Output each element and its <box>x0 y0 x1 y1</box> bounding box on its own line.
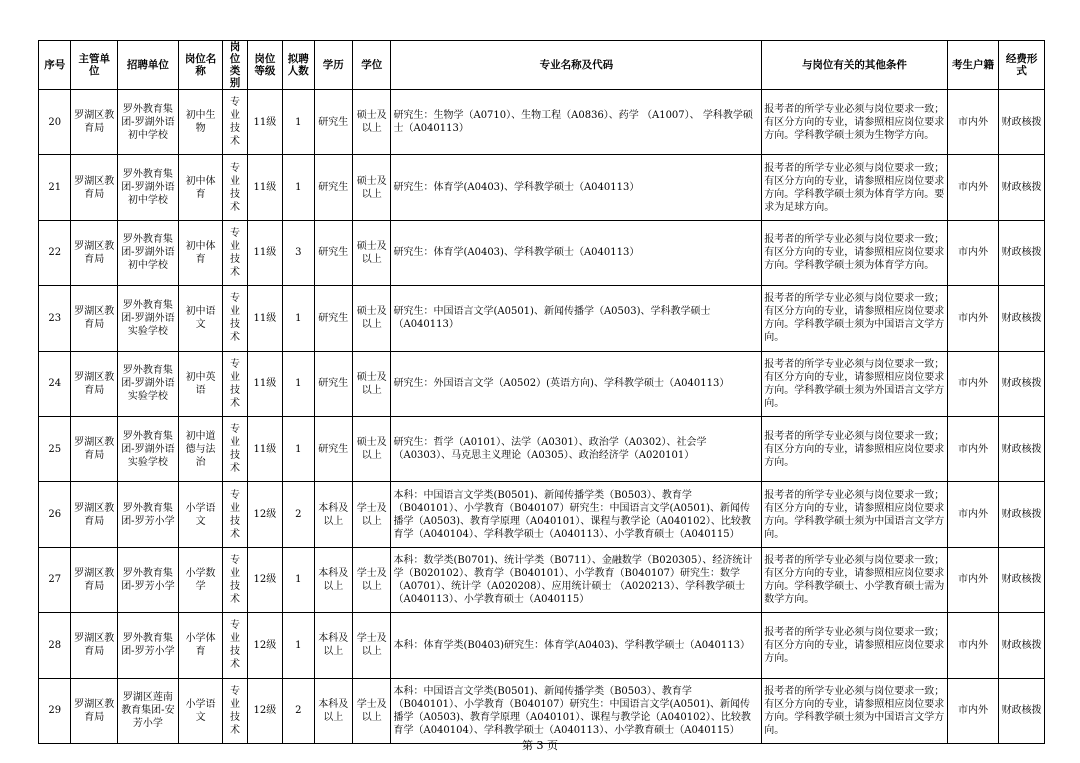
cell-education: 本科及以上 <box>314 678 352 743</box>
cell-major: 研究生：体育学(A0403)、学科教学硕士（A040113） <box>391 155 762 220</box>
cell-position: 小学体育 <box>178 613 223 678</box>
cell-education: 研究生 <box>314 220 352 285</box>
page-number: 第 3 页 <box>522 739 558 752</box>
cell-position: 初中体育 <box>178 220 223 285</box>
cell-category: 专业技术 <box>223 90 247 155</box>
cell-category: 专业技术 <box>223 547 247 612</box>
cell-grade: 12级 <box>247 613 282 678</box>
cell-degree: 学士及以上 <box>352 482 390 547</box>
table-row <box>39 613 1045 678</box>
cell-education: 研究生 <box>314 155 352 220</box>
table-row <box>39 416 1045 481</box>
cell-position: 小学语文 <box>178 482 223 547</box>
cell-funding: 财政核拨 <box>999 155 1045 220</box>
cell-authority: 罗湖区教育局 <box>71 547 118 612</box>
cell-count: 2 <box>283 678 314 743</box>
cell-conditions: 报考者的所学专业必须与岗位要求一致；有区分方向的专业，请参照相应岗位要求方向。学科教学硕士须为体育学方向。 <box>762 220 947 285</box>
cell-category: 专业技术 <box>223 286 247 351</box>
cell-major: 研究生：生物学（A0710）、生物工程（A0836）、药学 （A1007）、 学科教学硕士（A040113） <box>391 90 762 155</box>
header-grade: 岗位等级 <box>247 41 282 90</box>
header-authority: 主管单位 <box>71 41 118 90</box>
cell-count: 2 <box>283 482 314 547</box>
cell-conditions: 报考者的所学专业必须与岗位要求一致；有区分方向的专业，请参照相应岗位要求方向。学科教学硕士须为体育学方向。要求为足球方向。 <box>762 155 947 220</box>
cell-count: 1 <box>283 155 314 220</box>
cell-conditions: 报考者的所学专业必须与岗位要求一致；有区分方向的专业，请参照相应岗位要求方向。学科教学硕士须为中国语言文学方向。 <box>762 482 947 547</box>
cell-authority: 罗湖区教育局 <box>71 286 118 351</box>
cell-residence: 市内外 <box>947 155 999 220</box>
cell-residence: 市内外 <box>947 286 999 351</box>
header-conditions: 与岗位有关的其他条件 <box>762 41 947 90</box>
cell-category: 专业技术 <box>223 155 247 220</box>
cell-employer: 罗湖区莲南教育集团-安芳小学 <box>118 678 179 743</box>
cell-residence: 市内外 <box>947 547 999 612</box>
cell-degree: 硕士及以上 <box>352 286 390 351</box>
cell-major: 研究生：外国语言文学（A0502）(英语方向)、学科教学硕士（A040113） <box>391 351 762 416</box>
cell-conditions: 报考者的所学专业必须与岗位要求一致；有区分方向的专业，请参照相应岗位要求方向。学科教学硕士须为中国语言文学方向。 <box>762 286 947 351</box>
cell-conditions: 报考者的所学专业必须与岗位要求一致；有区分方向的专业，请参照相应岗位要求方向。 <box>762 613 947 678</box>
table-row <box>39 482 1045 547</box>
header-education: 学历 <box>314 41 352 90</box>
cell-authority: 罗湖区教育局 <box>71 351 118 416</box>
table-row <box>39 155 1045 220</box>
cell-seq: 23 <box>39 286 71 351</box>
cell-grade: 11级 <box>247 220 282 285</box>
cell-conditions: 报考者的所学专业必须与岗位要求一致；有区分方向的专业，请参照相应岗位要求方向。学科教学硕士须为生物学方向。 <box>762 90 947 155</box>
cell-residence: 市内外 <box>947 351 999 416</box>
cell-education: 研究生 <box>314 90 352 155</box>
cell-employer: 罗外教育集团-罗芳小学 <box>118 613 179 678</box>
cell-major: 本科：数学类(B0701)、统计学类（B0711）、金融数学（B020305）、经济统计学（B020102）、教育学（B040101）、小学教育（B040107）研究生：数学（A0701）、统计学（A020208）、应用统计硕士 （A020213）、学科教学硕士（A040113）、小学教育硕士（A040115） <box>391 547 762 612</box>
cell-degree: 学士及以上 <box>352 547 390 612</box>
cell-major: 研究生：体育学(A0403)、学科教学硕士（A040113） <box>391 220 762 285</box>
cell-funding: 财政核拨 <box>999 220 1045 285</box>
cell-residence: 市内外 <box>947 220 999 285</box>
cell-grade: 11级 <box>247 90 282 155</box>
cell-grade: 11级 <box>247 286 282 351</box>
cell-position: 小学语文 <box>178 678 223 743</box>
cell-authority: 罗湖区教育局 <box>71 613 118 678</box>
cell-category: 专业技术 <box>223 613 247 678</box>
cell-seq: 20 <box>39 90 71 155</box>
cell-seq: 22 <box>39 220 71 285</box>
cell-employer: 罗外教育集团-罗芳小学 <box>118 547 179 612</box>
cell-degree: 硕士及以上 <box>352 220 390 285</box>
cell-authority: 罗湖区教育局 <box>71 482 118 547</box>
cell-conditions: 报考者的所学专业必须与岗位要求一致；有区分方向的专业，请参照相应岗位要求方向。学科教学硕士、小学教育硕士需为数学方向。 <box>762 547 947 612</box>
cell-funding: 财政核拨 <box>999 613 1045 678</box>
cell-seq: 25 <box>39 416 71 481</box>
cell-seq: 28 <box>39 613 71 678</box>
cell-count: 3 <box>283 220 314 285</box>
table-header-row <box>39 41 1045 90</box>
cell-degree: 学士及以上 <box>352 678 390 743</box>
cell-grade: 11级 <box>247 351 282 416</box>
cell-position: 初中英语 <box>178 351 223 416</box>
table-row <box>39 547 1045 612</box>
cell-category: 专业技术 <box>223 220 247 285</box>
cell-major: 本科：中国语言文学类(B0501)、新闻传播学类（B0503）、教育学（B040101）、小学教育（B040107）研究生：中国语言文学(A0501)、新闻传播学（A0503)、教育学原理（A040101）、课程与教学论（A040102）、比较教育学（A040104）、学科教学硕士（A040113）、小学教育硕士（A040115） <box>391 678 762 743</box>
cell-residence: 市内外 <box>947 678 999 743</box>
cell-funding: 财政核拨 <box>999 547 1045 612</box>
cell-funding: 财政核拨 <box>999 416 1045 481</box>
cell-major: 研究生：哲学（A0101）、法学（A0301）、政治学（A0302）、社会学（A0303）、马克思主义理论（A0305）、政治经济学（A020101） <box>391 416 762 481</box>
cell-category: 专业技术 <box>223 678 247 743</box>
cell-employer: 罗外教育集团-罗湖外语实验学校 <box>118 416 179 481</box>
cell-authority: 罗湖区教育局 <box>71 678 118 743</box>
header-major: 专业名称及代码 <box>391 41 762 90</box>
cell-funding: 财政核拨 <box>999 286 1045 351</box>
cell-position: 初中体育 <box>178 155 223 220</box>
cell-funding: 财政核拨 <box>999 482 1045 547</box>
cell-authority: 罗湖区教育局 <box>71 90 118 155</box>
cell-education: 研究生 <box>314 351 352 416</box>
recruitment-table <box>38 40 1045 744</box>
cell-funding: 财政核拨 <box>999 678 1045 743</box>
table-row <box>39 286 1045 351</box>
cell-category: 专业技术 <box>223 416 247 481</box>
cell-degree: 硕士及以上 <box>352 155 390 220</box>
cell-position: 小学数学 <box>178 547 223 612</box>
cell-seq: 29 <box>39 678 71 743</box>
cell-residence: 市内外 <box>947 416 999 481</box>
cell-seq: 21 <box>39 155 71 220</box>
cell-grade: 11级 <box>247 416 282 481</box>
table-row <box>39 678 1045 743</box>
cell-education: 研究生 <box>314 286 352 351</box>
cell-conditions: 报考者的所学专业必须与岗位要求一致；有区分方向的专业，请参照相应岗位要求方向。学科教学硕士须为中国语言文学方向。 <box>762 678 947 743</box>
cell-degree: 学士及以上 <box>352 613 390 678</box>
header-count: 拟聘人数 <box>283 41 314 90</box>
cell-employer: 罗外教育集团-罗湖外语初中学校 <box>118 220 179 285</box>
cell-education: 本科及以上 <box>314 547 352 612</box>
cell-count: 1 <box>283 351 314 416</box>
table-row <box>39 351 1045 416</box>
header-seq: 序号 <box>39 41 71 90</box>
cell-grade: 12级 <box>247 678 282 743</box>
cell-count: 1 <box>283 547 314 612</box>
cell-position: 初中道德与法治 <box>178 416 223 481</box>
cell-category: 专业技术 <box>223 351 247 416</box>
cell-category: 专业技术 <box>223 482 247 547</box>
cell-employer: 罗外教育集团-罗湖外语初中学校 <box>118 90 179 155</box>
cell-employer: 罗外教育集团-罗湖外语初中学校 <box>118 155 179 220</box>
cell-grade: 11级 <box>247 155 282 220</box>
header-degree: 学位 <box>352 41 390 90</box>
table-row <box>39 90 1045 155</box>
cell-residence: 市内外 <box>947 482 999 547</box>
cell-major: 本科：中国语言文学类(B0501)、新闻传播学类（B0503）、教育学（B040101）、小学教育（B040107）研究生：中国语言文学(A0501)、新闻传播学（A0503)、教育学原理（A040101）、课程与教学论（A040102）、比较教育学（A040104）、学科教学硕士（A040113）、小学教育硕士（A040115） <box>391 482 762 547</box>
cell-employer: 罗外教育集团-罗湖外语实验学校 <box>118 286 179 351</box>
cell-authority: 罗湖区教育局 <box>71 220 118 285</box>
cell-count: 1 <box>283 613 314 678</box>
table-row <box>39 220 1045 285</box>
cell-employer: 罗外教育集团-罗湖外语实验学校 <box>118 351 179 416</box>
cell-degree: 硕士及以上 <box>352 90 390 155</box>
cell-education: 研究生 <box>314 416 352 481</box>
cell-conditions: 报考者的所学专业必须与岗位要求一致；有区分方向的专业，请参照相应岗位要求方向。学科教学硕士须为外国语言文学方向。 <box>762 351 947 416</box>
cell-education: 本科及以上 <box>314 482 352 547</box>
cell-education: 本科及以上 <box>314 613 352 678</box>
header-funding: 经费形式 <box>999 41 1045 90</box>
cell-residence: 市内外 <box>947 90 999 155</box>
cell-conditions: 报考者的所学专业必须与岗位要求一致；有区分方向的专业，请参照相应岗位要求方向。 <box>762 416 947 481</box>
cell-authority: 罗湖区教育局 <box>71 416 118 481</box>
header-residence: 考生户籍 <box>947 41 999 90</box>
cell-degree: 硕士及以上 <box>352 351 390 416</box>
cell-major: 本科：体育学类(B0403)研究生：体育学(A0403)、学科教学硕士（A040113） <box>391 613 762 678</box>
cell-count: 1 <box>283 90 314 155</box>
cell-major: 研究生：中国语言文学(A0501)、新闻传播学（A0503)、学科教学硕士（A040113） <box>391 286 762 351</box>
header-category: 岗位类别 <box>223 41 247 90</box>
cell-grade: 12级 <box>247 482 282 547</box>
cell-seq: 27 <box>39 547 71 612</box>
cell-employer: 罗外教育集团-罗芳小学 <box>118 482 179 547</box>
cell-seq: 26 <box>39 482 71 547</box>
cell-authority: 罗湖区教育局 <box>71 155 118 220</box>
cell-position: 初中语文 <box>178 286 223 351</box>
header-employer: 招聘单位 <box>118 41 179 90</box>
cell-funding: 财政核拨 <box>999 351 1045 416</box>
cell-degree: 硕士及以上 <box>352 416 390 481</box>
cell-seq: 24 <box>39 351 71 416</box>
cell-residence: 市内外 <box>947 613 999 678</box>
cell-count: 1 <box>283 286 314 351</box>
cell-funding: 财政核拨 <box>999 90 1045 155</box>
cell-count: 1 <box>283 416 314 481</box>
cell-position: 初中生物 <box>178 90 223 155</box>
cell-grade: 12级 <box>247 547 282 612</box>
header-position: 岗位名称 <box>178 41 223 90</box>
